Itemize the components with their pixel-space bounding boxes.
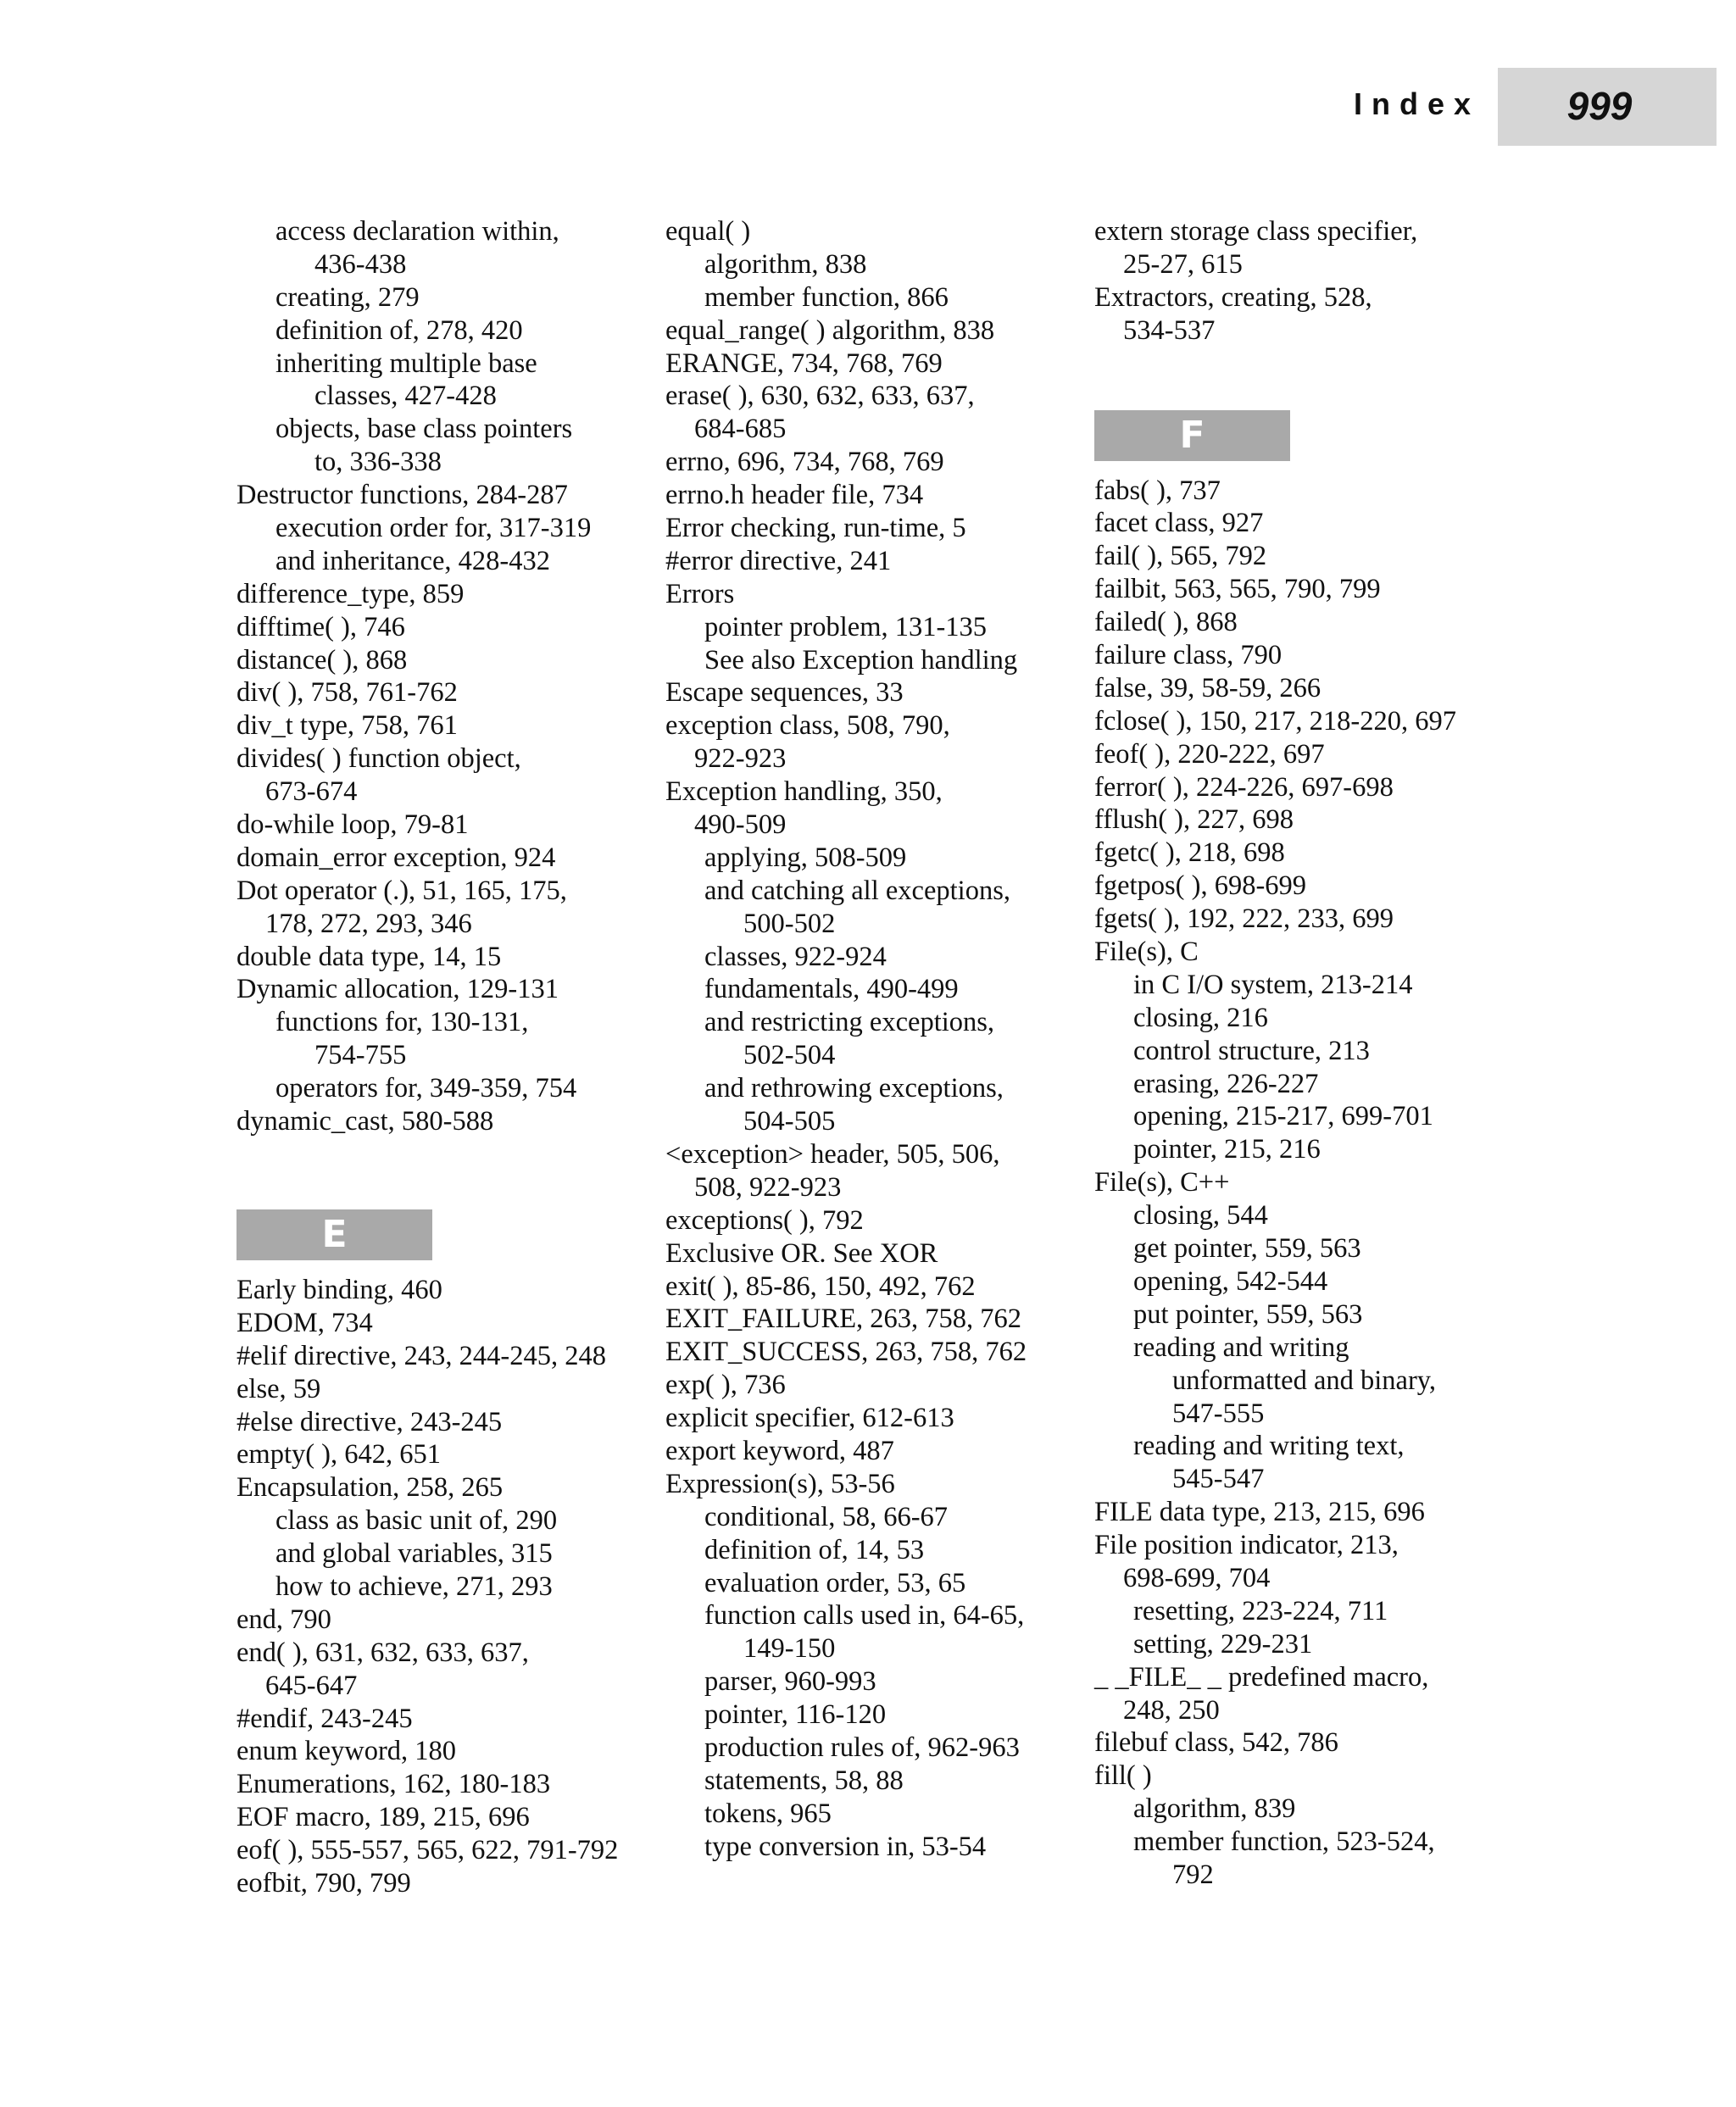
index-subentry: 545-547: [1172, 1464, 1265, 1495]
index-entry: eofbit, 790, 799: [236, 1867, 411, 1899]
index-subentry: 490-509: [694, 809, 787, 841]
index-subentry: closing, 216: [1133, 1002, 1268, 1033]
index-subentry: and rethrowing exceptions,: [704, 1073, 1004, 1104]
index-subentry: opening, 215-217, 699-701: [1133, 1101, 1433, 1132]
index-entry: dynamic_cast, 580-588: [236, 1106, 494, 1137]
index-entry: Exclusive OR. See XOR: [665, 1237, 938, 1269]
index-subentry: 502-504: [743, 1040, 836, 1071]
index-entry: extern storage class specifier,: [1094, 216, 1418, 247]
index-subentry: pointer, 116-120: [704, 1699, 887, 1731]
index-entry: div( ), 758, 761-762: [236, 677, 458, 709]
index-entry: feof( ), 220-222, 697: [1094, 738, 1325, 770]
index-subentry: 684-685: [694, 414, 787, 445]
index-subentry: get pointer, 559, 563: [1133, 1233, 1361, 1265]
index-entry: Dynamic allocation, 129-131: [236, 974, 559, 1005]
index-subentry: execution order for, 317-319: [275, 513, 592, 544]
index-entry: Error checking, run-time, 5: [665, 513, 966, 544]
index-subentry: 645-647: [265, 1670, 358, 1701]
page-number: 999: [1566, 84, 1633, 128]
index-subentry: conditional, 58, 66-67: [704, 1501, 949, 1532]
index-subentry: pointer, 215, 216: [1133, 1134, 1321, 1165]
index-entry: Early binding, 460: [236, 1274, 442, 1305]
index-entry: distance( ), 868: [236, 644, 408, 675]
index-entry: equal( ): [665, 216, 751, 247]
index-entry: ferror( ), 224-226, 697-698: [1094, 771, 1394, 803]
index-subentry: fundamentals, 490-499: [704, 974, 959, 1005]
index-subentry: member function, 523-524,: [1133, 1826, 1435, 1858]
index-entry: #elif directive, 243, 244-245, 248: [236, 1340, 606, 1371]
index-subentry: 248, 250: [1123, 1694, 1220, 1726]
index-subentry: setting, 229-231: [1133, 1628, 1313, 1659]
index-entry: equal_range( ) algorithm, 838: [665, 314, 995, 346]
index-entry: difference_type, 859: [236, 578, 465, 609]
index-subentry: 673-674: [265, 776, 358, 808]
index-entry: failed( ), 868: [1094, 607, 1238, 638]
index-subentry: 436-438: [314, 248, 407, 280]
section-spacer: [1094, 347, 1501, 378]
index-column-2: [665, 215, 1072, 1864]
index-subentry: and global variables, 315: [275, 1538, 553, 1570]
index-entry: false, 39, 58-59, 266: [1094, 672, 1321, 703]
index-subentry: to, 336-338: [314, 447, 442, 478]
index-entry: domain_error exception, 924: [236, 842, 556, 873]
index-subentry: and inheritance, 428-432: [275, 545, 550, 576]
index-subentry: definition of, 14, 53: [704, 1534, 925, 1565]
index-entry: fgets( ), 192, 222, 233, 699: [1094, 903, 1394, 935]
index-entry: divides( ) function object,: [236, 743, 521, 775]
index-subentry: how to achieve, 271, 293: [275, 1571, 553, 1602]
index-entry: fail( ), 565, 792: [1094, 541, 1267, 572]
index-entry: EDOM, 734: [236, 1307, 373, 1338]
index-subentry: 922-923: [694, 743, 787, 775]
index-entry: erase( ), 630, 632, 633, 637,: [665, 381, 975, 412]
section-letter-heading: E: [236, 1209, 432, 1260]
index-entry: Errors: [665, 578, 735, 609]
index-subentry: 149-150: [743, 1633, 836, 1665]
index-subentry: objects, base class pointers: [275, 414, 573, 445]
index-column-3: [1094, 215, 1501, 1892]
index-subentry: 500-502: [743, 908, 836, 939]
section-letter-heading: F: [1094, 410, 1290, 461]
index-subentry: inheriting multiple base: [275, 347, 537, 379]
index-entry: div_t type, 758, 761: [236, 710, 458, 742]
index-entry: fgetpos( ), 698-699: [1094, 870, 1307, 902]
index-entry: fgetc( ), 218, 698: [1094, 837, 1285, 869]
index-entry: filebuf class, 542, 786: [1094, 1727, 1338, 1759]
index-entry: fclose( ), 150, 217, 218-220, 697: [1094, 705, 1456, 737]
index-entry: end, 790: [236, 1604, 331, 1635]
index-entry: fabs( ), 737: [1094, 475, 1221, 506]
index-entry: end( ), 631, 632, 633, 637,: [236, 1637, 529, 1668]
index-subentry: See also Exception handling: [704, 644, 1018, 675]
index-entry: fill( ): [1094, 1760, 1152, 1792]
index-entry: do-while loop, 79-81: [236, 809, 469, 841]
index-entry: EOF macro, 189, 215, 696: [236, 1802, 530, 1833]
index-subentry: algorithm, 838: [704, 248, 867, 280]
index-entry: else, 59: [236, 1373, 321, 1404]
running-header-section: Index: [1353, 86, 1480, 121]
index-entry: exp( ), 736: [665, 1370, 786, 1401]
index-entry: <exception> header, 505, 506,: [665, 1138, 1000, 1170]
index-entry: difftime( ), 746: [236, 611, 405, 642]
index-subentry: and catching all exceptions,: [704, 875, 1010, 906]
index-subentry: 698-699, 704: [1123, 1562, 1271, 1593]
index-subentry: definition of, 278, 420: [275, 314, 523, 346]
index-subentry: classes, 922-924: [704, 941, 887, 972]
index-entry: File(s), C: [1094, 937, 1199, 968]
index-entry: explicit specifier, 612-613: [665, 1403, 954, 1434]
index-entry: double data type, 14, 15: [236, 941, 502, 972]
index-subentry: class as basic unit of, 290: [275, 1505, 558, 1537]
index-entry: Expression(s), 53-56: [665, 1468, 895, 1499]
index-entry: exceptions( ), 792: [665, 1204, 864, 1236]
index-entry: File position indicator, 213,: [1094, 1530, 1399, 1561]
index-subentry: unformatted and binary,: [1172, 1365, 1437, 1396]
index-subentry: operators for, 349-359, 754: [275, 1073, 577, 1104]
index-entry: errno, 696, 734, 768, 769: [665, 447, 944, 478]
index-subentry: opening, 542-544: [1133, 1265, 1328, 1297]
index-entry: export keyword, 487: [665, 1435, 894, 1466]
index-subentry: and restricting exceptions,: [704, 1007, 995, 1038]
index-subentry: type conversion in, 53-54: [704, 1831, 987, 1862]
index-subentry: 504-505: [743, 1106, 836, 1137]
index-entry: failbit, 563, 565, 790, 799: [1094, 574, 1381, 605]
index-entry: facet class, 927: [1094, 508, 1264, 539]
index-subentry: put pointer, 559, 563: [1133, 1298, 1363, 1330]
index-column-1: [236, 215, 643, 1900]
index-subentry: in C I/O system, 213-214: [1133, 969, 1413, 1000]
index-entry: EXIT_SUCCESS, 263, 758, 762: [665, 1337, 1027, 1368]
index-subentry: closing, 544: [1133, 1200, 1268, 1231]
index-entry: empty( ), 642, 651: [236, 1439, 442, 1470]
index-entry: File(s), C++: [1094, 1167, 1230, 1198]
index-entry: Enumerations, 162, 180-183: [236, 1769, 551, 1800]
index-subentry: 547-555: [1172, 1398, 1265, 1429]
index-subentry: reading and writing text,: [1133, 1431, 1405, 1462]
index-subentry: function calls used in, 64-65,: [704, 1600, 1025, 1632]
index-entry: fflush( ), 227, 698: [1094, 804, 1294, 836]
index-subentry: tokens, 965: [704, 1798, 832, 1829]
index-subentry: control structure, 213: [1133, 1035, 1370, 1066]
index-entry: Extractors, creating, 528,: [1094, 281, 1372, 313]
index-entry: Exception handling, 350,: [665, 776, 943, 808]
index-entry: failure class, 790: [1094, 640, 1283, 671]
page-number-tab: [1498, 68, 1717, 146]
index-subentry: parser, 960-993: [704, 1666, 876, 1698]
index-entry: FILE data type, 213, 215, 696: [1094, 1497, 1425, 1528]
index-entry: #error directive, 241: [665, 545, 892, 576]
index-subentry: reading and writing: [1133, 1331, 1349, 1363]
index-subentry: 534-537: [1123, 314, 1216, 346]
index-subentry: production rules of, 962-963: [704, 1732, 1020, 1763]
index-subentry: erasing, 226-227: [1133, 1068, 1319, 1099]
index-subentry: 754-755: [314, 1040, 407, 1071]
index-entry: enum keyword, 180: [236, 1736, 457, 1767]
index-entry: exception class, 508, 790,: [665, 710, 950, 742]
index-subentry: 792: [1172, 1859, 1214, 1890]
index-entry: Destructor functions, 284-287: [236, 480, 568, 511]
index-entry: EXIT_FAILURE, 263, 758, 762: [665, 1304, 1022, 1335]
index-entry: ERANGE, 734, 768, 769: [665, 347, 943, 379]
index-subentry: creating, 279: [275, 281, 420, 313]
index-subentry: 508, 922-923: [694, 1171, 842, 1203]
index-entry: Escape sequences, 33: [665, 677, 904, 709]
index-entry: errno.h header file, 734: [665, 480, 924, 511]
index-entry: _ _FILE_ _ predefined macro,: [1094, 1661, 1429, 1693]
index-subentry: pointer problem, 131-135: [704, 611, 988, 642]
index-subentry: 25-27, 615: [1123, 248, 1243, 280]
index-subentry: applying, 508-509: [704, 842, 907, 873]
index-subentry: resetting, 223-224, 711: [1133, 1595, 1388, 1626]
index-subentry: classes, 427-428: [314, 381, 497, 412]
index-subentry: 178, 272, 293, 346: [265, 908, 472, 939]
index-subentry: member function, 866: [704, 281, 949, 313]
index-subentry: statements, 58, 88: [704, 1765, 904, 1796]
section-spacer: [236, 1138, 643, 1177]
index-entry: #endif, 243-245: [236, 1703, 413, 1734]
index-subentry: algorithm, 839: [1133, 1793, 1296, 1825]
index-entry: Encapsulation, 258, 265: [236, 1472, 504, 1504]
index-subentry: functions for, 130-131,: [275, 1007, 529, 1038]
index-subentry: access declaration within,: [275, 216, 559, 247]
index-entry: exit( ), 85-86, 150, 492, 762: [665, 1270, 976, 1302]
index-entry: eof( ), 555-557, 565, 622, 791-792: [236, 1835, 619, 1866]
index-entry: Dot operator (.), 51, 165, 175,: [236, 875, 567, 906]
index-entry: #else directive, 243-245: [236, 1406, 503, 1437]
index-subentry: evaluation order, 53, 65: [704, 1567, 966, 1598]
